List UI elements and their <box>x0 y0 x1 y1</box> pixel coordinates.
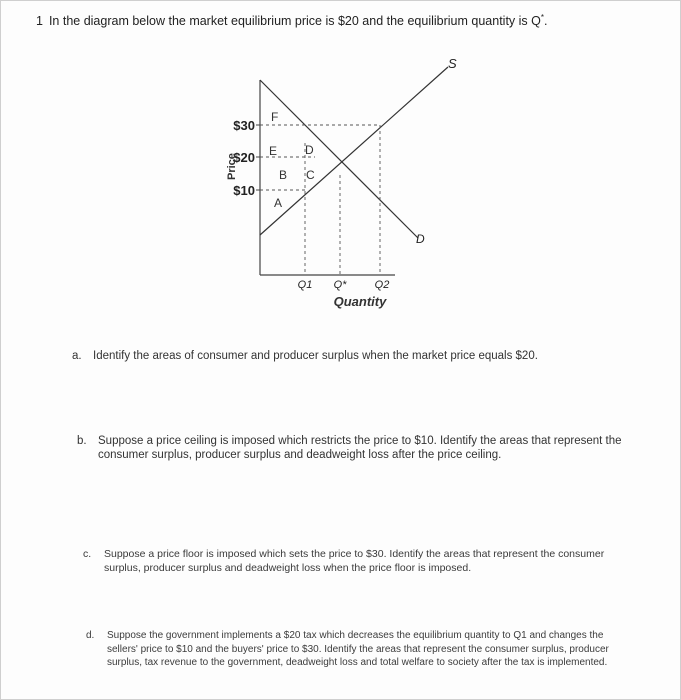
quantity-label-qstar: Q* <box>333 279 347 291</box>
quantity-label-q2: Q2 <box>374 279 390 291</box>
part-a-label: a. <box>72 350 82 362</box>
area-label-c: C <box>306 168 315 182</box>
part-a-text: Identify the areas of consumer and producer surplus when the market price equals $20. <box>93 350 538 362</box>
part-a <box>72 349 652 363</box>
area-label-b: B <box>279 168 288 182</box>
question-text: In the diagram below the market equilibrium price is $20 and the equilibrium quantity is Q <box>48 14 541 29</box>
part-b <box>77 434 637 462</box>
price-label-20: $20 <box>233 150 255 165</box>
part-c-text: Suppose a price floor is imposed which sets the price to $30. Identify the areas that represent the consumer surplus, producer surplus and deadweight loss when the price floor is imposed. <box>104 548 605 574</box>
area-label-a: A <box>274 196 283 210</box>
question-superscript: * <box>540 13 544 22</box>
y-axis-label: Price <box>226 153 238 180</box>
area-label-e: E <box>269 144 278 158</box>
quantity-label-q1: Q1 <box>297 279 313 291</box>
part-d <box>86 629 626 670</box>
part-c <box>83 547 623 575</box>
demand-label: D <box>416 232 425 246</box>
part-d-label: d. <box>86 630 95 641</box>
x-axis-label: Quantity <box>333 294 387 309</box>
question-period: . <box>544 14 548 29</box>
part-b-text: Suppose a price ceiling is imposed which restricts the price to $10. Identify the areas that represent the consumer surplus, producer surplus and deadweight loss after the price ceiling. <box>98 435 622 461</box>
question-number: 1 <box>36 14 43 29</box>
part-d-text: Suppose the government implements a $20 tax which decreases the equilibrium quantity to Q1 and changes the sellers' price to $10 and the buyers' price to $30. Identify the areas that represent the consumer surplus, producer surplus, tax revenue to the government, deadweight loss and total welfare to society after the tax is implemented. <box>107 630 609 668</box>
area-label-d: D <box>305 143 314 157</box>
supply-demand-diagram <box>195 55 485 315</box>
price-label-10: $10 <box>233 183 255 198</box>
question-heading <box>36 13 547 28</box>
area-label-f: F <box>271 110 279 124</box>
part-b-label: b. <box>77 435 87 447</box>
supply-label: S <box>448 56 457 71</box>
supply-curve <box>260 67 448 235</box>
price-label-30: $30 <box>233 118 255 133</box>
part-c-label: c. <box>83 548 92 560</box>
